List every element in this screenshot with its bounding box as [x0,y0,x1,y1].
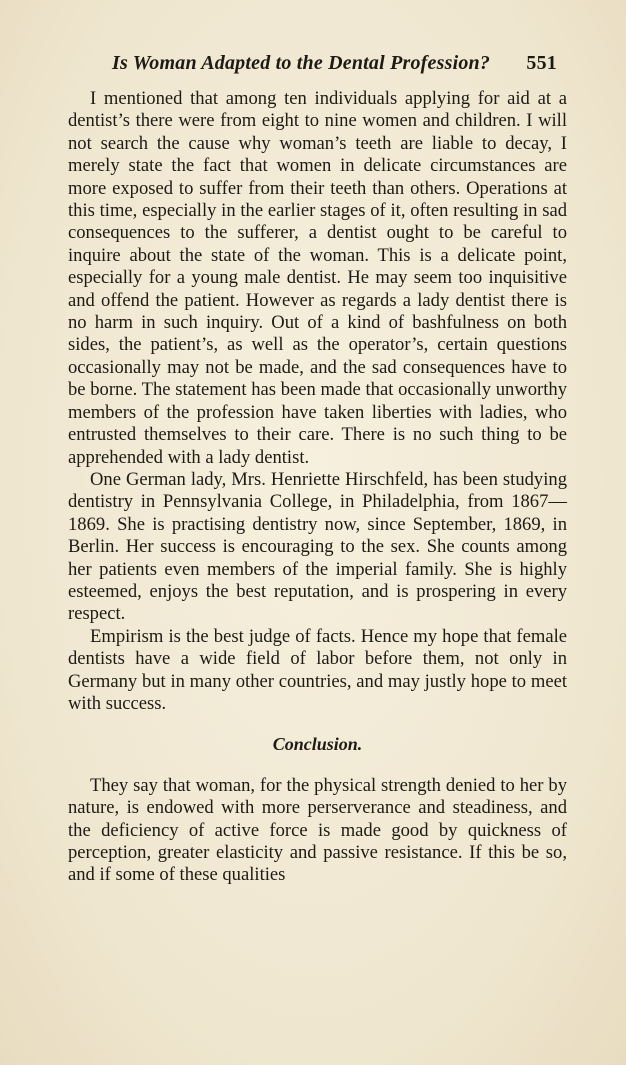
section-heading-conclusion: Conclusion. [272,734,363,755]
running-head-title: Is Woman Adapted to the Dental Profession? [112,52,491,74]
paragraph-hirschfeld: One German lady, Mrs. Henriette Hirschfeld, has been studying dentistry in Pennsylvania College, in Philadelphia, from 1867—1869. She is practising dentistry now, since September, 1869, in Berlin. Her success is encouraging to the sex. She counts among her patients even members of the imperial family. She is highly esteemed, enjoys the best reputation, and is prospering in every respect. [68,468,567,625]
page-number: 551 [526,52,557,74]
paragraph-empirism: Empirism is the best judge of facts. Hence my hope that female dentists have a wide field of labor before them, not only in Germany but in many other countries, and may justly hope to meet with success. [68,625,567,714]
paragraph-conclusion: They say that woman, for the physical strength denied to her by nature, is endowed with more perserverance and steadiness, and the deficiency of active force is made good by quickness of perception, greater elasticity and passive resistance. If this be so, and if some of these qualities [68,774,567,886]
running-head [112,52,557,80]
paragraph-dentist-inquiry: I mentioned that among ten individuals applying for aid at a dentist’s there were from eight to nine women and children. I will not search the cause why woman’s teeth are liable to decay, I merely state the fact that women in delicate circumstances are more exposed to suffer from their teeth than others. Operations at this time, especially in the earlier stages of it, often resulting in sad consequences to the sufferer, a dentist ought to be careful to inquire about the state of the woman. This is a delicate point, especially for a young male dentist. He may seem too inquisitive and offend the patient. However as regards a lady dentist there is no harm in such inquiry. Out of a kind of bashfulness on both sides, the patient’s, as well as the operator’s, certain questions occasionally may not be made, and the sad consequences have to be borne. The statement has been made that occasionally unworthy members of the profession have taken liberties with ladies, who entrusted themselves to their care. There is no such thing to be apprehended with a lady dentist. [68,88,567,468]
body-text [68,88,567,887]
